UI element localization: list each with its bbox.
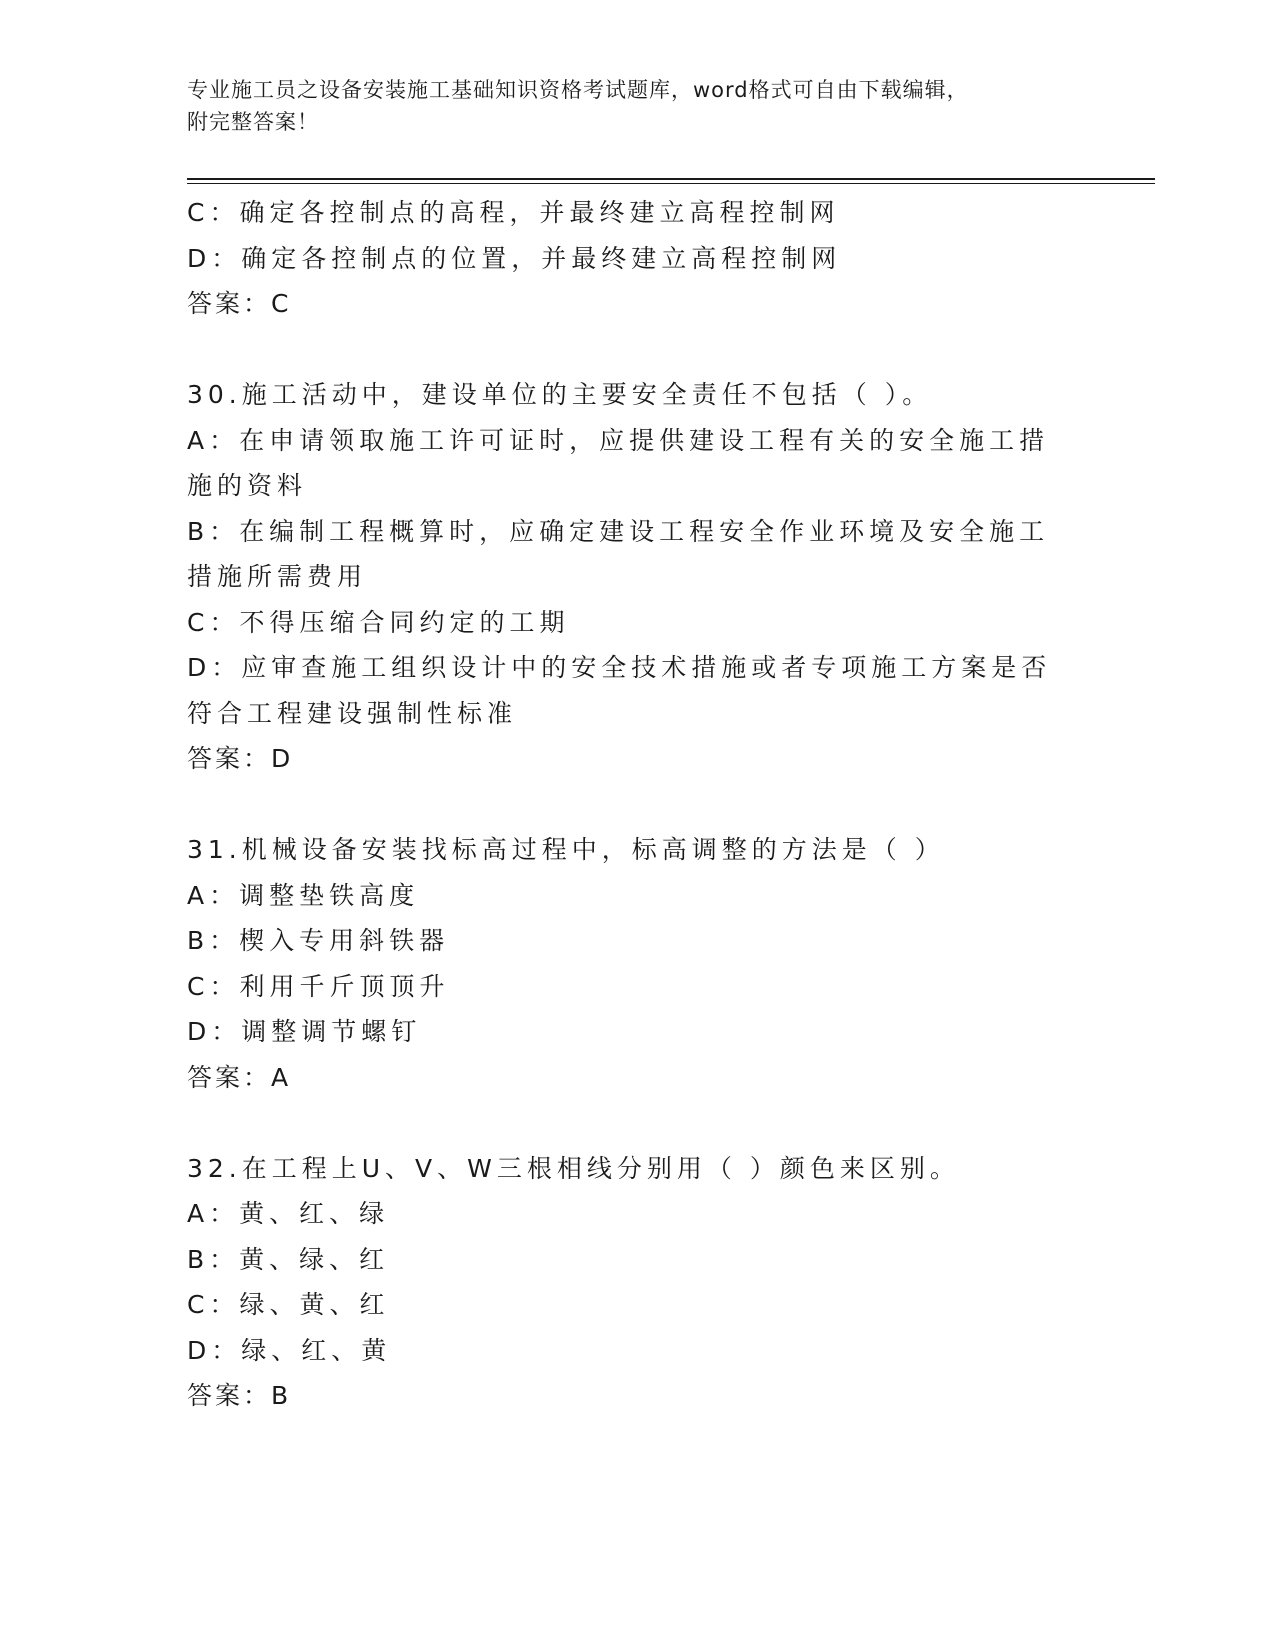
- option-c: C：绿、黄、红: [187, 1290, 390, 1319]
- option-d: D：调整调节螺钉: [187, 1017, 422, 1046]
- question-30: [187, 372, 1087, 782]
- option-c: C：不得压缩合同约定的工期: [187, 607, 570, 637]
- header-divider: [187, 178, 1155, 180]
- question-29-continued: [187, 190, 1087, 327]
- option-d: D：确定各控制点的位置，并最终建立高程控制网: [187, 243, 842, 273]
- option-d: D：应审查施工组织设计中的安全技术措施或者专项施工方案是否符合工程建设强制性标准: [187, 653, 1052, 728]
- answer: 答案：B: [187, 1381, 292, 1410]
- option-b: B：在编制工程概算时，应确定建设工程安全作业环境及安全施工措施所需费用: [187, 516, 1050, 591]
- question-list: [187, 190, 1087, 1419]
- spacer: [187, 1100, 1087, 1146]
- option-c: C：确定各控制点的高程，并最终建立高程控制网: [187, 198, 840, 227]
- header-line-1: 专业施工员之设备安装施工基础知识资格考试题库，word格式可自由下载编辑，: [187, 78, 969, 102]
- question-stem: 32.在工程上U、V、W三根相线分别用（ ）颜色来区别。: [187, 1153, 960, 1183]
- header-divider-thin: [187, 183, 1155, 184]
- spacer: [187, 782, 1087, 828]
- document-header: [187, 74, 1067, 138]
- option-a: A：黄、红、绿: [187, 1199, 390, 1228]
- question-stem: 30.施工活动中，建设单位的主要安全责任不包括（ ）。: [187, 380, 933, 409]
- question-32: [187, 1146, 1087, 1419]
- question-stem: 31.机械设备安装找标高过程中，标高调整的方法是（ ）: [187, 835, 945, 864]
- option-c: C：利用千斤顶顶升: [187, 971, 450, 1001]
- spacer: [187, 327, 1087, 373]
- option-a: A：在申请领取施工许可证时，应提供建设工程有关的安全施工措施的资料: [187, 425, 1050, 500]
- option-b: B：楔入专用斜铁器: [187, 926, 450, 955]
- answer: 答案：D: [187, 744, 294, 773]
- question-31: [187, 827, 1087, 1100]
- option-a: A：调整垫铁高度: [187, 880, 420, 910]
- option-b: B：黄、绿、红: [187, 1244, 390, 1274]
- header-line-2: 附完整答案！: [187, 110, 319, 134]
- answer: 答案：C: [187, 289, 292, 318]
- answer: 答案：A: [187, 1062, 292, 1092]
- option-d: D：绿、红、黄: [187, 1335, 392, 1365]
